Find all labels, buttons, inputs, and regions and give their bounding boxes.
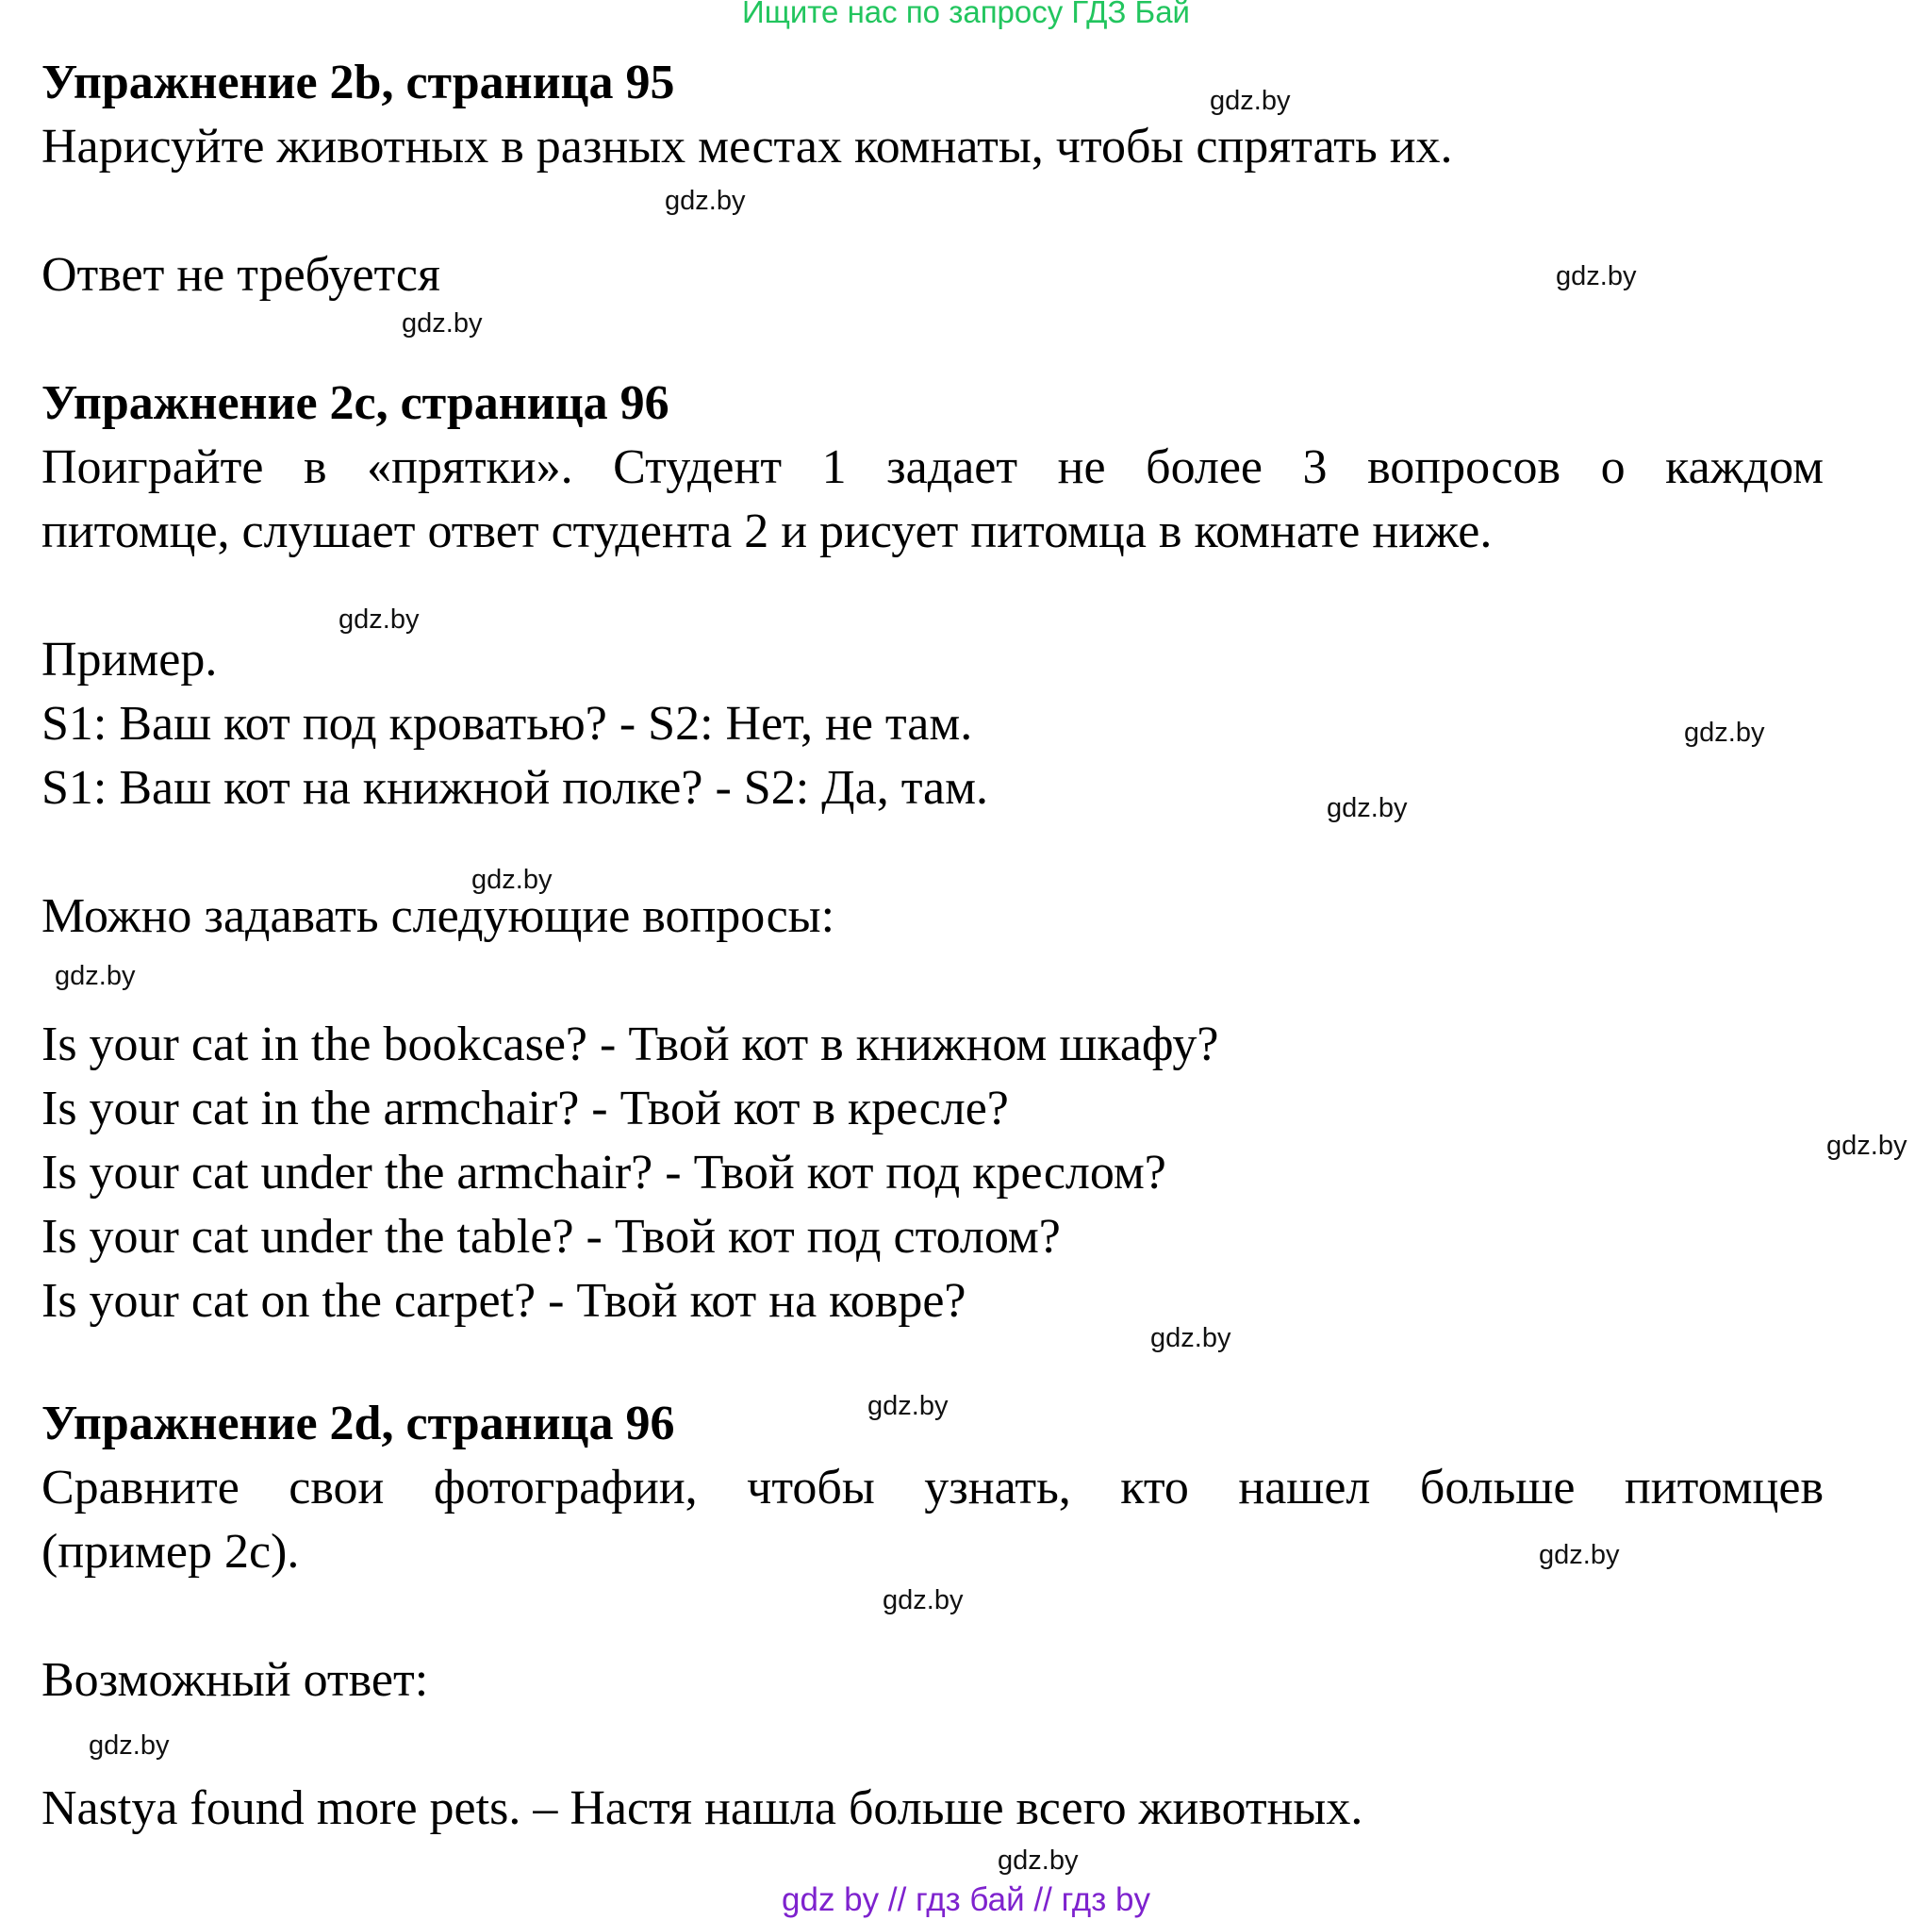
exercise-2c-task-line1: Поиграйте в «прятки». Студент 1 задает не более 3 вопросов о каждом [41,440,1824,494]
answer-label: Возможный ответ: [41,1653,429,1707]
question-line: Is your cat under the armchair? - Твой кот под креслом? [41,1146,1166,1200]
exercise-2b-heading: Упражнение 2b, страница 95 [41,56,675,109]
example-label: Пример. [41,633,218,687]
questions-label: Можно задавать следующие вопросы: [41,889,835,943]
watermark: gdz.by [867,1391,949,1421]
watermark: gdz.by [89,1730,170,1761]
watermark: gdz.by [1327,793,1408,823]
watermark: gdz.by [1556,261,1637,291]
watermark: gdz.by [665,186,746,216]
question-line: Is your cat under the table? - Твой кот под столом? [41,1210,1061,1264]
watermark: gdz.by [998,1846,1079,1876]
exercise-2c-heading: Упражнение 2c, страница 96 [41,376,669,430]
watermark: gdz.by [339,604,420,635]
watermark: gdz.by [883,1585,964,1615]
exercise-2c-task-line2: питомце, слушает ответ студента 2 и рисует питомца в комнате ниже. [41,505,1493,558]
watermark: gdz.by [1539,1540,1620,1570]
example-line: S1: Ваш кот под кроватью? - S2: Нет, не там. [41,697,973,751]
watermark: gdz.by [55,961,136,991]
question-line: Is your cat on the carpet? - Твой кот на ковре? [41,1274,966,1328]
answer-text: Nastya found more pets. – Настя нашла больше всего животных. [41,1781,1363,1835]
exercise-2b-task: Нарисуйте животных в разных местах комнаты, чтобы спрятать их. [41,120,1453,174]
watermark: gdz.by [1826,1131,1907,1161]
watermark: gdz.by [1684,718,1765,748]
watermark: gdz.by [1210,86,1291,116]
watermark: gdz.by [402,308,483,339]
top-banner[interactable]: Ищите нас по запросу ГДЗ Бай [742,0,1190,29]
question-line: Is your cat in the armchair? - Твой кот в кресле? [41,1082,1009,1135]
footer-links[interactable]: gdz by // гдз бай // гдз by [782,1881,1150,1918]
exercise-2d-task-line1: Сравните свои фотографии, чтобы узнать, кто нашел больше питомцев [41,1461,1824,1514]
exercise-2d-task-line2: (пример 2с). [41,1525,300,1579]
watermark: gdz.by [471,865,553,895]
exercise-2b-answer: Ответ не требуется [41,248,440,302]
exercise-2d-heading: Упражнение 2d, страница 96 [41,1397,675,1450]
example-line: S1: Ваш кот на книжной полке? - S2: Да, там. [41,761,989,815]
watermark: gdz.by [1150,1323,1231,1353]
question-line: Is your cat in the bookcase? - Твой кот в книжном шкафу? [41,1018,1219,1071]
